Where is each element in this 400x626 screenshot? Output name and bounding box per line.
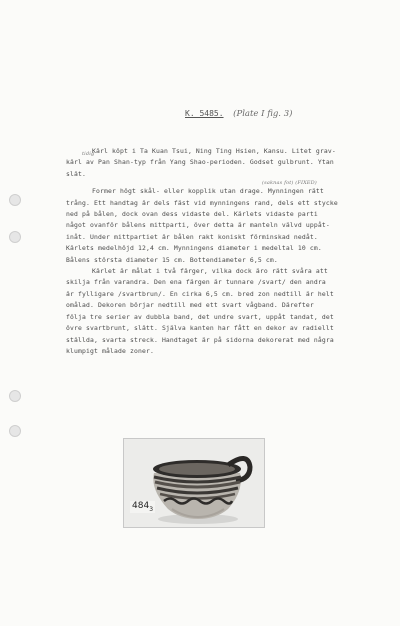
handwritten-insert: (saknas fot) (FIXED) xyxy=(262,180,317,187)
text-line: övre svartbrunt, slätt. Själva kanten har fått en dekor av radiellt xyxy=(66,324,334,333)
text-line: inåt. Under mittpartiet är bålen rakt koniskt förminskad nedåt. xyxy=(66,232,318,241)
text-line: Kärlets medelhöjd 12,4 cm. Mynningens diameter i medeltal 10 cm. xyxy=(66,244,322,253)
catalog-heading xyxy=(185,109,292,119)
text-line: trång. Ett handtag är dels fäst vid mynningens rand, dels ett stycke xyxy=(66,198,338,207)
text-line: skilja från varandra. Den ena färgen är tunnare /svart/ den andra xyxy=(66,278,326,287)
punch-hole xyxy=(9,390,21,402)
paragraph-form xyxy=(66,180,366,266)
text-line: omålad. Dekoren börjar nedtill med ett svart vågband. Därefter xyxy=(66,301,314,310)
text-line: följa tre serier av dubbla band, det undre svart, uppåt tandat, det xyxy=(66,312,334,321)
text-line: ställda, svarta streck. Handtaget är på sidorna dekorerat med några xyxy=(66,335,334,344)
text-line: något ovanför bålens mittparti, över detta är manteln välvd uppåt- xyxy=(66,221,330,230)
text-line: ned på bålen, dock ovan dess vidaste del. Kärlets vidaste parti xyxy=(66,210,318,219)
punch-hole xyxy=(9,231,21,243)
text-line: klumpigt målade zoner. xyxy=(66,346,154,355)
vessel-photograph xyxy=(123,438,265,528)
punch-hole xyxy=(9,425,21,437)
text-line: tidig kärl av Pan Shan-typ från Yang Shao-perioden. Godset gulbrunt. Ytan xyxy=(66,151,334,167)
text-line: Kärl köpt i Ta Kuan Tsui, Ning Ting Hsien, Kansu. Litet grav- xyxy=(92,147,336,155)
text-line: är fylligare /svartbrun/. En cirka 6,5 cm. bred zon nedtill är helt xyxy=(66,289,334,298)
vessel-image xyxy=(124,439,264,527)
handwritten-insert: tidig xyxy=(82,151,95,158)
object-number-label: $484_3$ xyxy=(132,501,154,513)
text-line: Former högt skål- eller kopplik utan drage. Mynningen rätt (saknas fot) (FIXED) xyxy=(92,180,324,196)
paragraph-provenance xyxy=(66,146,366,180)
plate-reference: (Plate I fig. 3) xyxy=(233,109,293,119)
text-line: Bålens största diameter 15 cm. Bottendiameter 6,5 cm. xyxy=(66,255,278,264)
paragraph-decoration xyxy=(66,266,366,357)
catalog-number: K. 5485. xyxy=(185,109,224,118)
description-text xyxy=(66,146,366,357)
text-line: Kärlet är målat i två färger, vilka dock äro rätt svåra att xyxy=(92,267,328,276)
punch-hole xyxy=(9,194,21,206)
text-line: slät. xyxy=(66,169,86,178)
